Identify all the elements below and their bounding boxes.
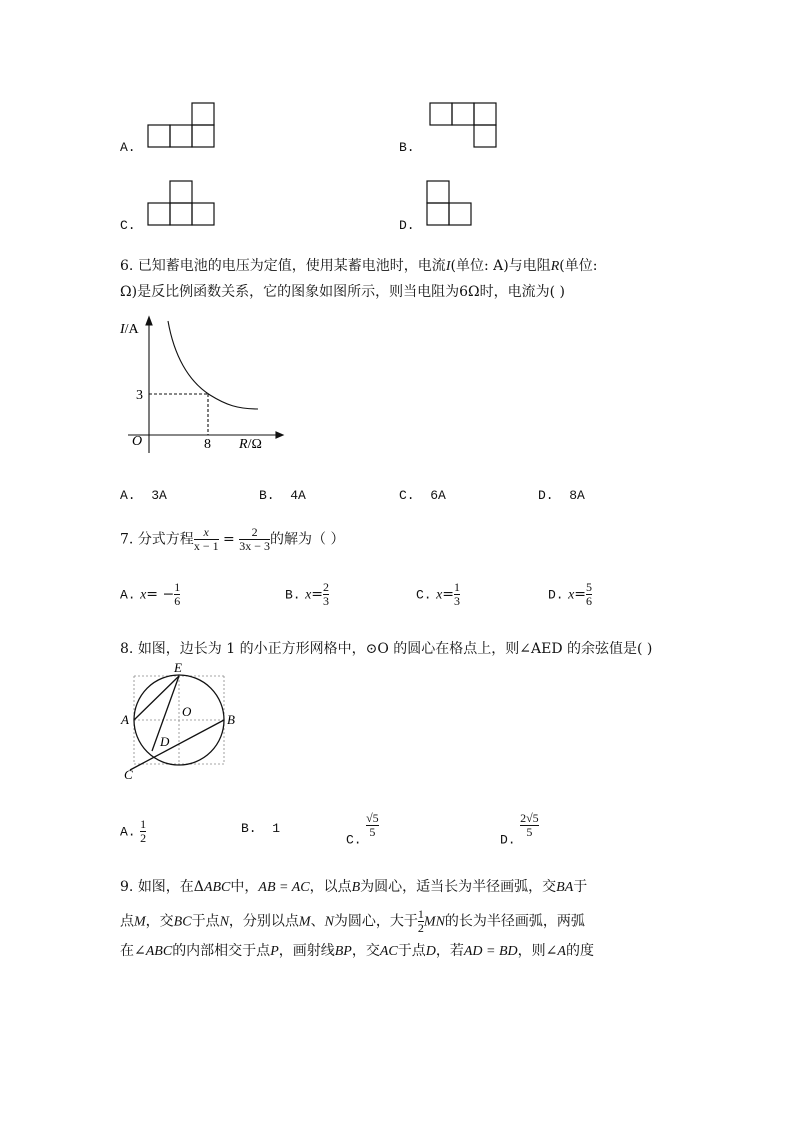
- x-axis-label: R/Ω: [239, 437, 262, 452]
- q6-option-c[interactable]: C. 6A: [399, 488, 446, 503]
- q9-stem-line2: 点M，交BC于点N，分别以点M、N为圆心，大于 $\frac{1}{2}$ MN的长为半径画弧，两弧: [120, 907, 585, 935]
- net-square: [449, 203, 471, 225]
- q6-option-d[interactable]: D. 8A: [538, 488, 585, 503]
- q7-option-a[interactable]: A. x= − $\frac{1}{6}$: [120, 580, 181, 608]
- q8-stem: 8. 如图，边长为 1 的小正方形网格中，⊙O 的圆心在格点上，则∠AED 的余弦值是( ): [120, 641, 653, 657]
- point-d-label: D: [160, 734, 170, 749]
- line-cb: [130, 720, 224, 770]
- point-e-label: E: [174, 660, 182, 675]
- q6-graph: [118, 315, 288, 455]
- net-square: [452, 103, 474, 125]
- y-axis-label: I/A: [120, 322, 139, 337]
- q5-option-b-label: B.: [399, 140, 415, 155]
- q7-stem: 7. 分式方程 $\frac{x}{x - 1}$ = $\frac{2}{3x - 3}$ 的解为（ ）: [120, 525, 345, 553]
- q5-option-b-figure: [427, 100, 502, 152]
- grid: [134, 676, 224, 764]
- q6-option-a[interactable]: A. 3A: [120, 488, 167, 503]
- net-square: [148, 125, 170, 147]
- q5-option-c-label: C.: [120, 218, 136, 233]
- q5-option-a-figure: [145, 100, 220, 152]
- fraction-rhs: $\frac{2}{3x - 3}$: [239, 525, 271, 553]
- net-square: [430, 103, 452, 125]
- question-number: 9.: [120, 879, 134, 895]
- q8-option-c[interactable]: C. $\frac{√5}{5}$: [346, 811, 379, 848]
- fraction-lhs: $\frac{x}{x - 1}$: [193, 525, 219, 553]
- q7-option-b[interactable]: B. x= $\frac{2}{3}$: [285, 580, 330, 608]
- net-square: [170, 203, 192, 225]
- net-square: [170, 125, 192, 147]
- hyperbola-curve: [168, 321, 258, 409]
- point-a-label: A: [121, 712, 129, 727]
- point-o-label: O: [182, 704, 192, 719]
- q9-stem-line1: 9. 如图，在ΔABC中，AB = AC，以点B为圆心，适当长为半径画弧，交BA于: [120, 879, 588, 895]
- question-number: 6.: [120, 258, 134, 274]
- q5-option-c-figure: [145, 178, 220, 230]
- q6-option-b[interactable]: B. 4A: [259, 488, 306, 503]
- x-tick-label: 8: [204, 437, 211, 452]
- net-square: [192, 125, 214, 147]
- q5-option-d-label: D.: [399, 218, 415, 233]
- net-square: [192, 103, 214, 125]
- q8-figure: [118, 656, 248, 781]
- q8-option-d[interactable]: D. $\frac{2√5}{5}$: [500, 811, 539, 848]
- net-square: [427, 203, 449, 225]
- segment-ae: [134, 676, 179, 720]
- point-c-label: C: [124, 767, 133, 781]
- q6-stem-line1: 6. 已知蓄电池的电压为定值，使用某蓄电池时，电流I(单位: A)与电阻R(单位:: [120, 258, 598, 274]
- y-tick-label: 3: [136, 388, 143, 403]
- q8-option-a[interactable]: A. $\frac{1}{2}$: [120, 817, 147, 845]
- question-number: 7.: [120, 531, 134, 548]
- q9-stem-line3: 在∠ABC的内部相交于点P，画射线BP，交AC于点D，若AD = BD，则∠A的度: [120, 943, 594, 959]
- q8-option-b[interactable]: B. 1: [241, 821, 281, 836]
- q6-stem-line2: Ω)是反比例函数关系，它的图象如图所示，则当电阻为6Ω时，电流为( ): [120, 284, 565, 300]
- q7-option-c[interactable]: C. x= $\frac{1}{3}$: [416, 580, 461, 608]
- y-axis-arrow: [146, 317, 152, 325]
- net-square: [474, 103, 496, 125]
- point-b-label: B: [227, 712, 235, 727]
- question-number: 8.: [120, 641, 134, 657]
- q7-option-d[interactable]: D. x= $\frac{5}{6}$: [548, 580, 593, 608]
- q5-option-a-label: A.: [120, 140, 136, 155]
- q5-option-d-figure: [424, 178, 479, 230]
- origin-label: O: [132, 434, 143, 449]
- net-square: [148, 203, 170, 225]
- net-square: [192, 203, 214, 225]
- net-square: [474, 125, 496, 147]
- x-axis-arrow: [276, 432, 283, 438]
- net-square: [170, 181, 192, 203]
- net-square: [427, 181, 449, 203]
